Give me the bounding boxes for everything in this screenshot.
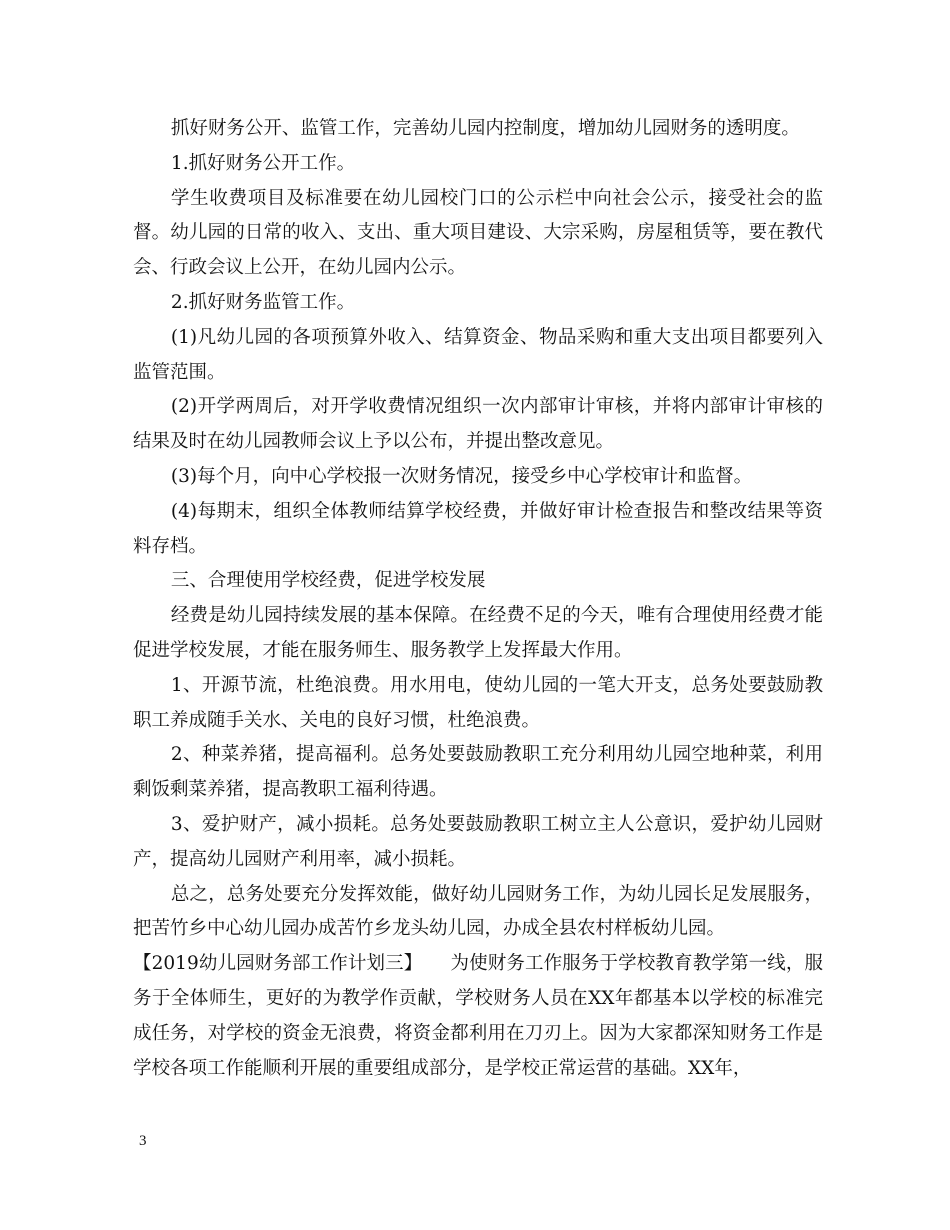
paragraph-supervision-item-3: (3)每个月，向中心学校报一次财务情况，接受乡中心学校审计和监督。 — [170, 465, 753, 487]
paragraph-item-save-energy: 1、开源节流，杜绝浪费。用水用电，使幼儿园的一笔大开支，总务处要鼓励教职工养成随手关水、关电的良好习惯，杜绝浪费。 — [133, 674, 823, 731]
paragraph-supervision-item-4: (4)每期末，组织全体教师结算学校经费，并做好审计检查报告和整改结果等资料存档。 — [133, 500, 823, 557]
section-heading-funds-usage: 三、合理使用学校经费，促进学校发展 — [170, 570, 486, 592]
paragraph-heading-disclosure: 1.抓好财务公开工作。 — [170, 152, 356, 174]
paragraph-supervision-item-1: (1)凡幼儿园的各项预算外收入、结算资金、物品采购和重大支出项目都要列入监管范围。 — [133, 326, 823, 383]
paragraph-item-welfare: 2、种菜养猪，提高福利。总务处要鼓励教职工充分利用幼儿园空地种菜，利用剩饭剩菜养猪，提高教职工福利待遇。 — [133, 744, 823, 801]
paragraph-plan-three: 【2019幼儿园财务部工作计划三】 为使财务工作服务于学校教育教学第一线，服务于全体师生，更好的为教学作贡献，学校财务人员在XX年都基本以学校的标准完成任务，对学校的资金无浪费，将资金都利用在刀刃上。因为大家都深知财务工作是学校各项工作能顺利开展的重要组成部分，是学校正常运营的基础。XX年， — [133, 953, 823, 1079]
paragraph-conclusion: 总之，总务处要充分发挥效能，做好幼儿园财务工作，为幼儿园长足发展服务，把苦竹乡中心幼儿园办成苦竹乡龙头幼儿园，办成全县农村样板幼儿园。 — [133, 883, 823, 940]
paragraph-supervision-item-2: (2)开学两周后，对开学收费情况组织一次内部审计审核，并将内部审计审核的结果及时在幼儿园教师会议上予以公布，并提出整改意见。 — [133, 396, 823, 453]
paragraph-disclosure-details: 学生收费项目及标准要在幼儿园校门口的公示栏中向社会公示，接受社会的监督。幼儿园的日常的收入、支出、重大项目建设、大宗采购，房屋租赁等，要在教代会、行政会议上公开，在幼儿园内公示。 — [133, 187, 823, 279]
document-body — [133, 112, 823, 1086]
paragraph-financial-disclosure-intro: 抓好财务公开、监管工作，完善幼儿园内控制度，增加幼儿园财务的透明度。 — [170, 118, 800, 139]
page-number: 3 — [139, 1133, 147, 1149]
paragraph-item-protect-property: 3、爱护财产，减小损耗。总务处要鼓励教职工树立主人公意识，爱护幼儿园财产，提高幼儿园财产利用率，减小损耗。 — [133, 813, 823, 870]
paragraph-funds-guarantee: 经费是幼儿园持续发展的基本保障。在经费不足的今天，唯有合理使用经费才能促进学校发展，才能在服务师生、服务教学上发挥最大作用。 — [133, 605, 823, 661]
paragraph-heading-supervision: 2.抓好财务监管工作。 — [170, 291, 356, 313]
